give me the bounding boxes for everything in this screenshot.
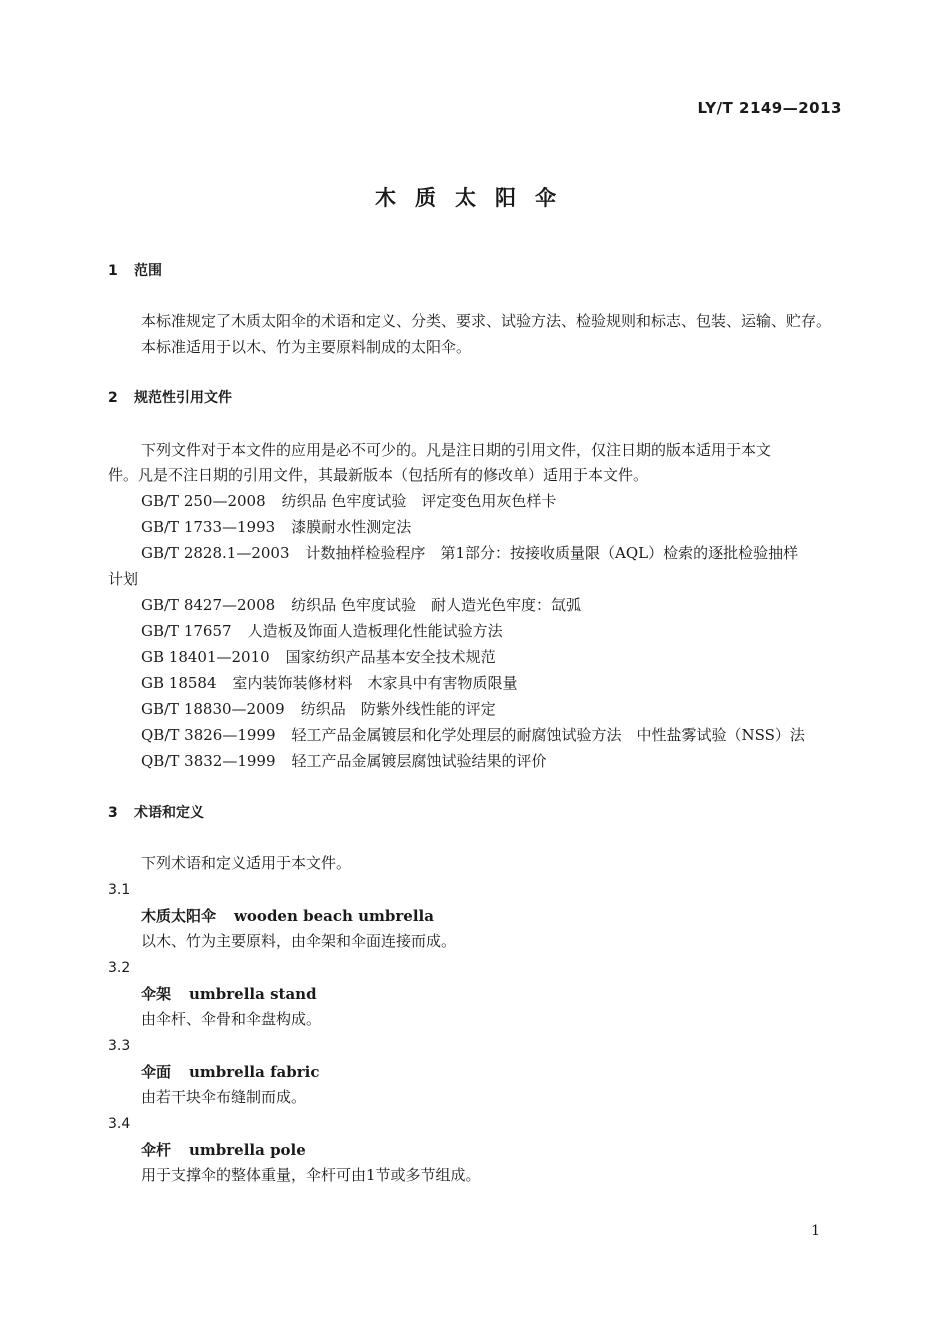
reference-item [141, 673, 842, 693]
section-3-heading [108, 803, 842, 823]
reference-code: GB 18401—2010 [141, 648, 270, 666]
reference-title: 纺织品 色牢度试验 评定变色用灰色样卡 [281, 492, 557, 510]
term-name [141, 906, 842, 926]
reference-title: 室内装饰装修材料 木家具中有害物质限量 [232, 674, 518, 692]
reference-code: GB/T 17657 [141, 622, 232, 640]
term-number: 3.2 [108, 960, 131, 976]
reference-code: GB/T 250—2008 [141, 492, 266, 510]
document-title: 木质太阳伞 [375, 186, 575, 210]
paragraph-line: 件。凡是不注日期的引用文件，其最新版本（包括所有的修改单）适用于本文件。 [108, 466, 649, 484]
reference-code: GB/T 2828.1—2003 [141, 544, 290, 562]
standard-code: LY/T 2149—2013 [697, 99, 842, 117]
reference-title: 国家纺织产品基本安全技术规范 [285, 648, 496, 666]
term-number: 3.1 [108, 882, 131, 898]
term-name-zh: 伞杆 [141, 1141, 172, 1159]
reference-item [141, 725, 842, 745]
term-name-en: wooden beach umbrella [234, 907, 434, 925]
reference-title: 轻工产品金属镀层腐蚀试验结果的评价 [291, 752, 547, 770]
reference-code: GB 18584 [141, 674, 217, 692]
reference-item [141, 517, 842, 537]
term-name [141, 1062, 842, 1082]
section-number: 2 [108, 390, 118, 406]
term-number: 3.3 [108, 1038, 131, 1054]
term-name [141, 1140, 842, 1160]
reference-item [141, 543, 842, 563]
term-name-zh: 伞架 [141, 985, 172, 1003]
reference-code: GB/T 8427—2008 [141, 596, 276, 614]
term-name-en: umbrella fabric [189, 1063, 320, 1081]
reference-title: 漆膜耐水性测定法 [291, 518, 412, 536]
reference-item [141, 491, 842, 511]
section-title: 范围 [134, 263, 162, 279]
section-number: 3 [108, 805, 118, 821]
reference-title: 人造板及饰面人造板理化性能试验方法 [247, 622, 503, 640]
reference-title: 纺织品 色牢度试验 耐人造光色牢度：氙弧 [291, 596, 581, 614]
term-number: 3.4 [108, 1116, 131, 1132]
section-number: 1 [108, 263, 118, 279]
term-name-en: umbrella pole [189, 1141, 306, 1159]
reference-title: 轻工产品金属镀层和化学处理层的耐腐蚀试验方法 中性盐雾试验（NSS）法 [291, 726, 805, 744]
reference-continuation: 计划 [108, 570, 139, 588]
reference-code: QB/T 3832—1999 [141, 752, 276, 770]
paragraph: 本标准规定了木质太阳伞的术语和定义、分类、要求、试验方法、检验规则和标志、包装、运输、贮存。 [141, 312, 832, 330]
term-definition: 由若干块伞布缝制而成。 [141, 1088, 307, 1106]
reference-code: QB/T 3826—1999 [141, 726, 276, 744]
term-name [141, 984, 842, 1004]
term-name-zh: 木质太阳伞 [141, 907, 217, 925]
term-definition: 由伞杆、伞骨和伞盘构成。 [141, 1010, 322, 1028]
reference-item [141, 647, 842, 667]
page-number: 1 [811, 1223, 820, 1239]
paragraph: 本标准适用于以木、竹为主要原料制成的太阳伞。 [141, 338, 472, 356]
reference-item [141, 595, 842, 615]
section-2-heading [108, 388, 842, 408]
term-name-zh: 伞面 [141, 1063, 172, 1081]
reference-code: GB/T 1733—1993 [141, 518, 276, 536]
reference-code: GB/T 18830—2009 [141, 700, 285, 718]
paragraph: 下列术语和定义适用于本文件。 [141, 854, 352, 872]
reference-item [141, 621, 842, 641]
reference-item [141, 751, 842, 771]
section-1-heading [108, 261, 842, 281]
term-name-en: umbrella stand [189, 985, 317, 1003]
reference-item [141, 699, 842, 719]
term-definition: 用于支撑伞的整体重量，伞杆可由1节或多节组成。 [141, 1166, 481, 1184]
reference-title: 纺织品 防紫外线性能的评定 [300, 700, 496, 718]
section-title: 术语和定义 [134, 805, 204, 821]
term-definition: 以木、竹为主要原料，由伞架和伞面连接而成。 [141, 932, 457, 950]
reference-title: 计数抽样检验程序 第1部分：按接收质量限（AQL）检索的逐批检验抽样 [305, 544, 799, 562]
paragraph-line: 下列文件对于本文件的应用是必不可少的。凡是注日期的引用文件，仅注日期的版本适用于本文 [141, 441, 772, 459]
section-title: 规范性引用文件 [134, 390, 232, 406]
